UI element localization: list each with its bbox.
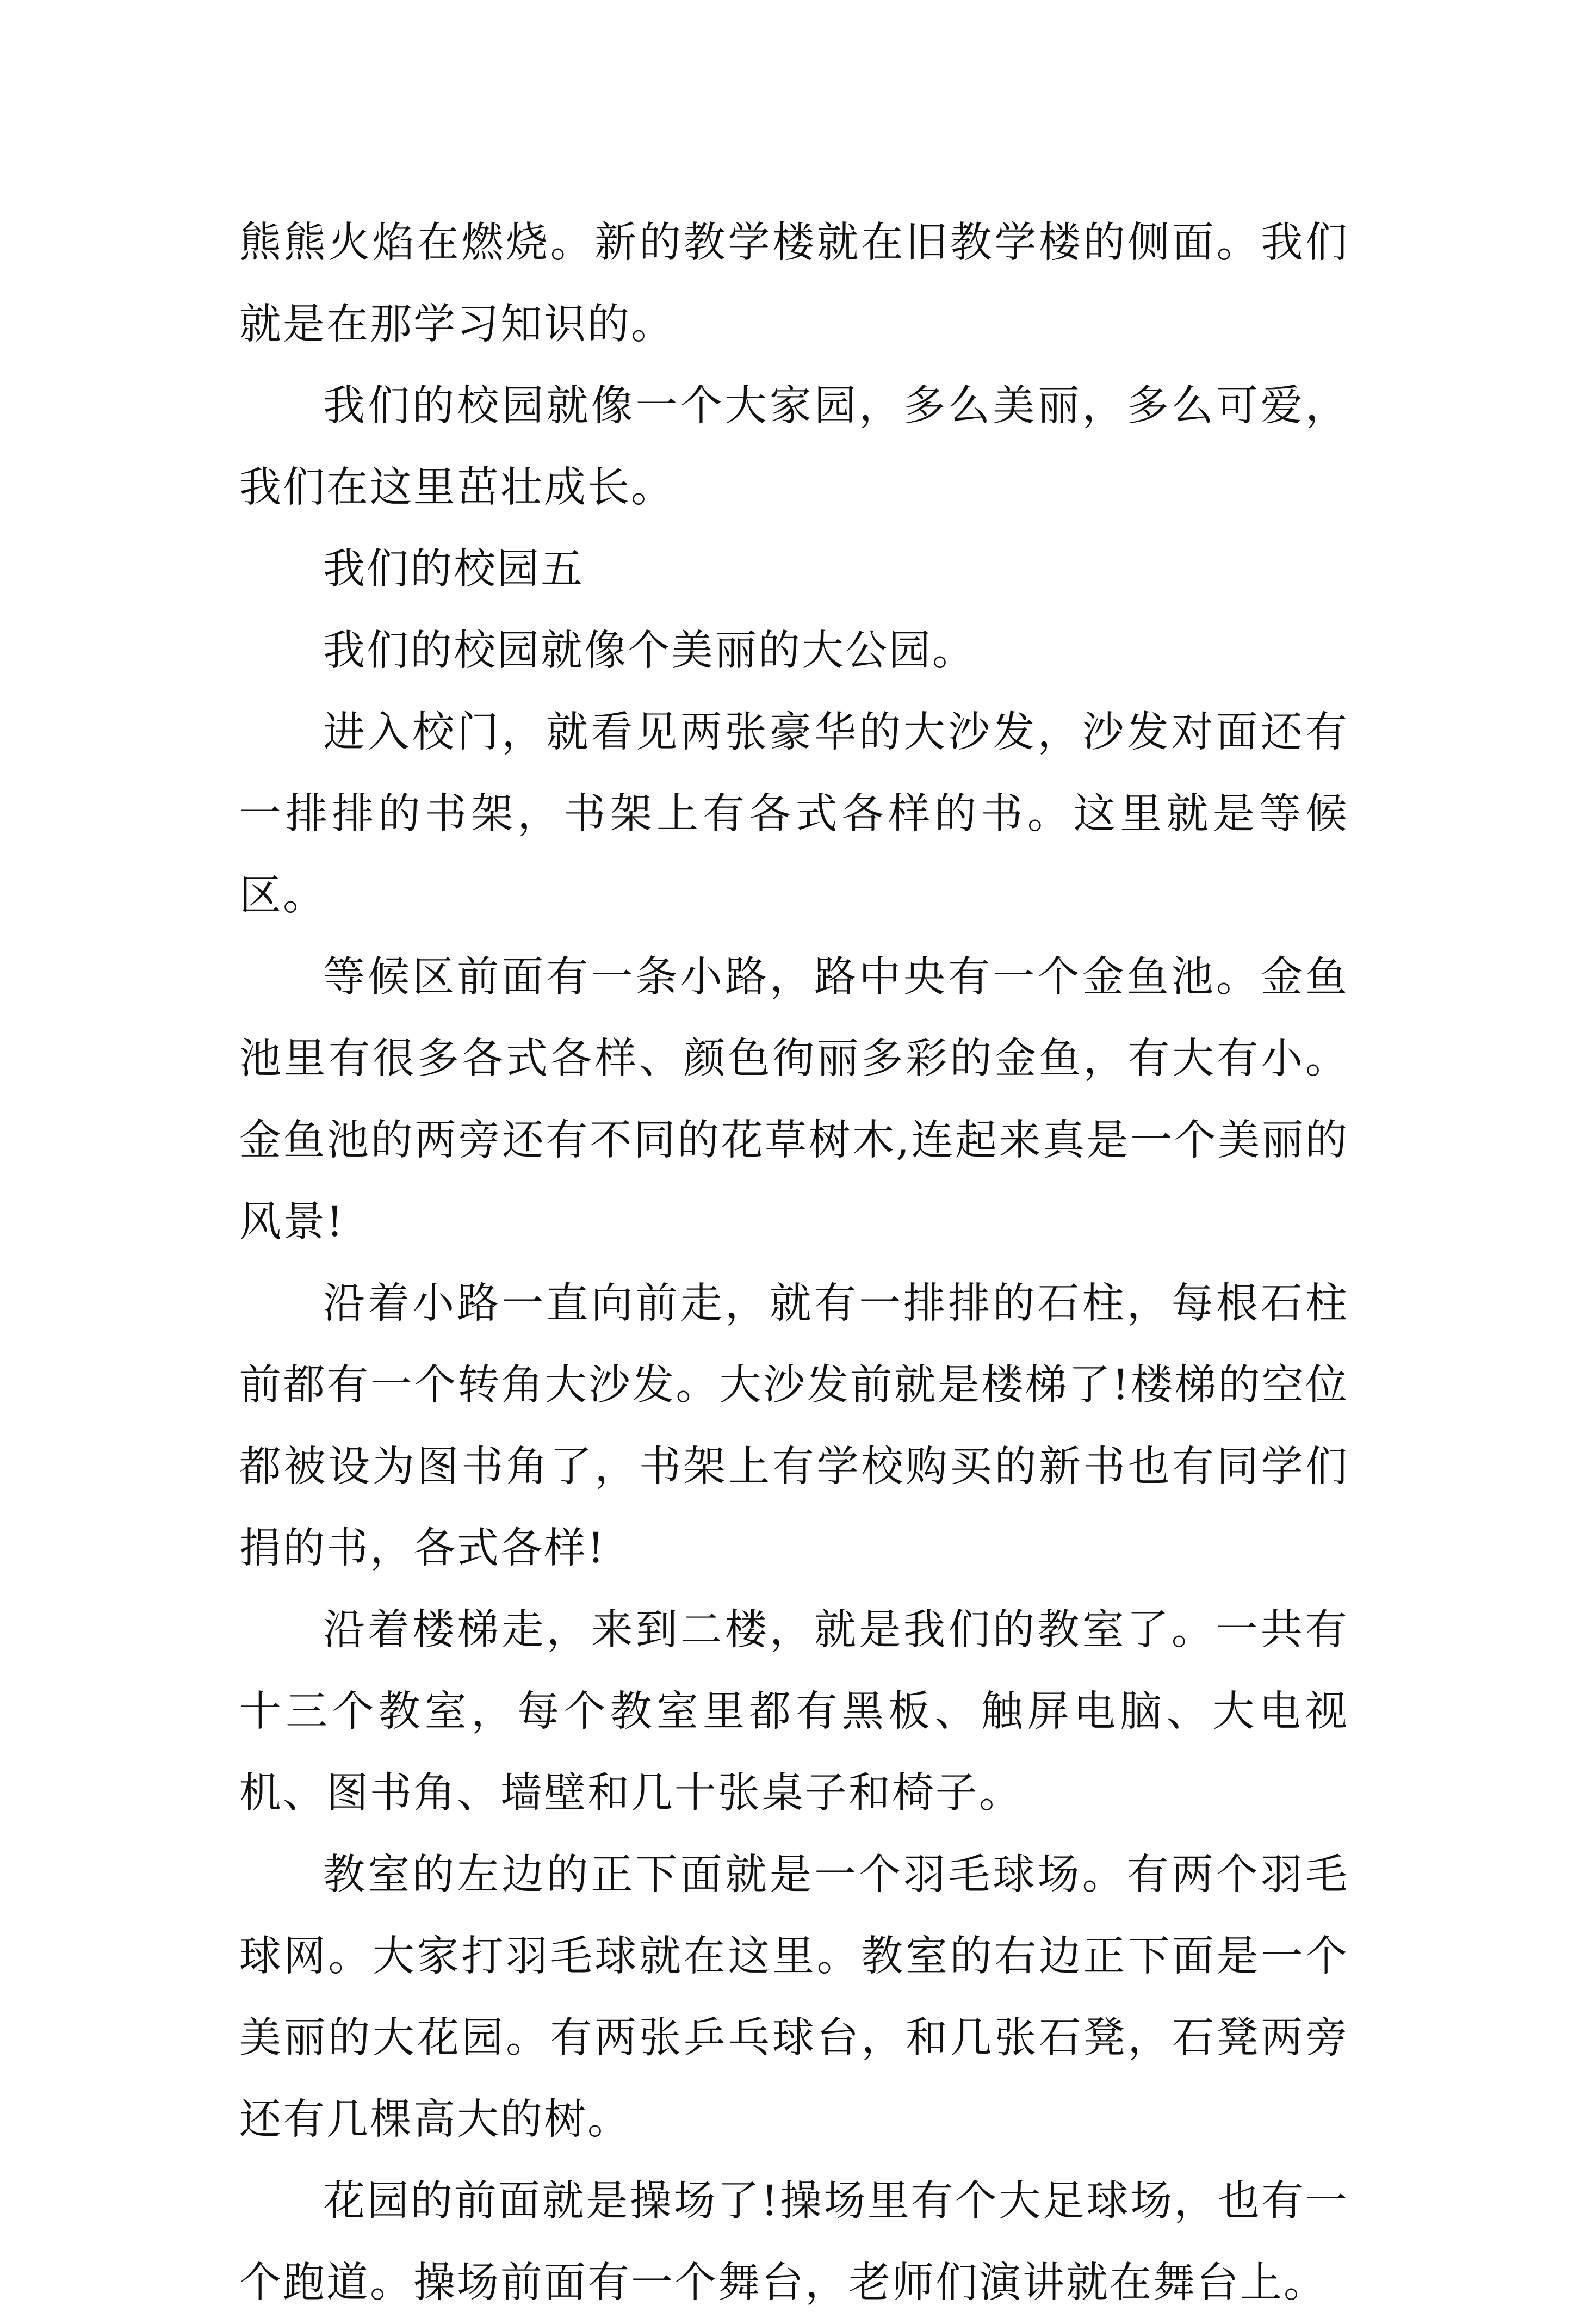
paragraph: 沿着楼梯走，来到二楼，就是我们的教室了。一共有十三个教室，每个教室里都有黑板、触屏电脑、大电视机、图书角、墙壁和几十张桌子和椅子。 (239, 1606, 1349, 1818)
paragraph: 沿着小路一直向前走，就有一排排的石柱，每根石柱前都有一个转角大沙发。大沙发前就是楼梯了!楼梯的空位都被设为图书角了，书架上有学校购买的新书也有同学们捐的书，各式各样! (239, 1280, 1349, 1573)
paragraph: 我们的校园就像个美丽的大公园。 (323, 627, 976, 675)
paragraph: 我们的校园就像一个大家园，多么美丽，多么可爱，我们在这里茁壮成长。 (239, 382, 1349, 512)
paragraph: 进入校门，就看见两张豪华的大沙发，沙发对面还有一排排的书架，书架上有各式各样的书。这里就是等候区。 (239, 708, 1349, 920)
paragraph: 等候区前面有一条小路，路中央有一个金鱼池。金鱼池里有很多各式各样、颜色徇丽多彩的金鱼，有大有小。金鱼池的两旁还有不同的花草树木,连起来真是一个美丽的风景! (239, 953, 1349, 1246)
paragraph: 花园的前面就是操场了!操场里有个大足球场，也有一个跑道。操场前面有一个舞台，老师们演讲就在舞台上。 (239, 2177, 1349, 2307)
document-body (239, 202, 1349, 2324)
section-heading: 我们的校园五 (323, 545, 584, 594)
paragraph: 教室的左边的正下面就是一个羽毛球场。有两个羽毛球网。大家打羽毛球就在这里。教室的右边正下面是一个美丽的大花园。有两张乒乓球台，和几张石凳，石凳两旁还有几棵高大的树。 (239, 1851, 1349, 2144)
paragraph: 熊熊火焰在燃烧。新的教学楼就在旧教学楼的侧面。我们就是在那学习知识的。 (239, 219, 1349, 349)
